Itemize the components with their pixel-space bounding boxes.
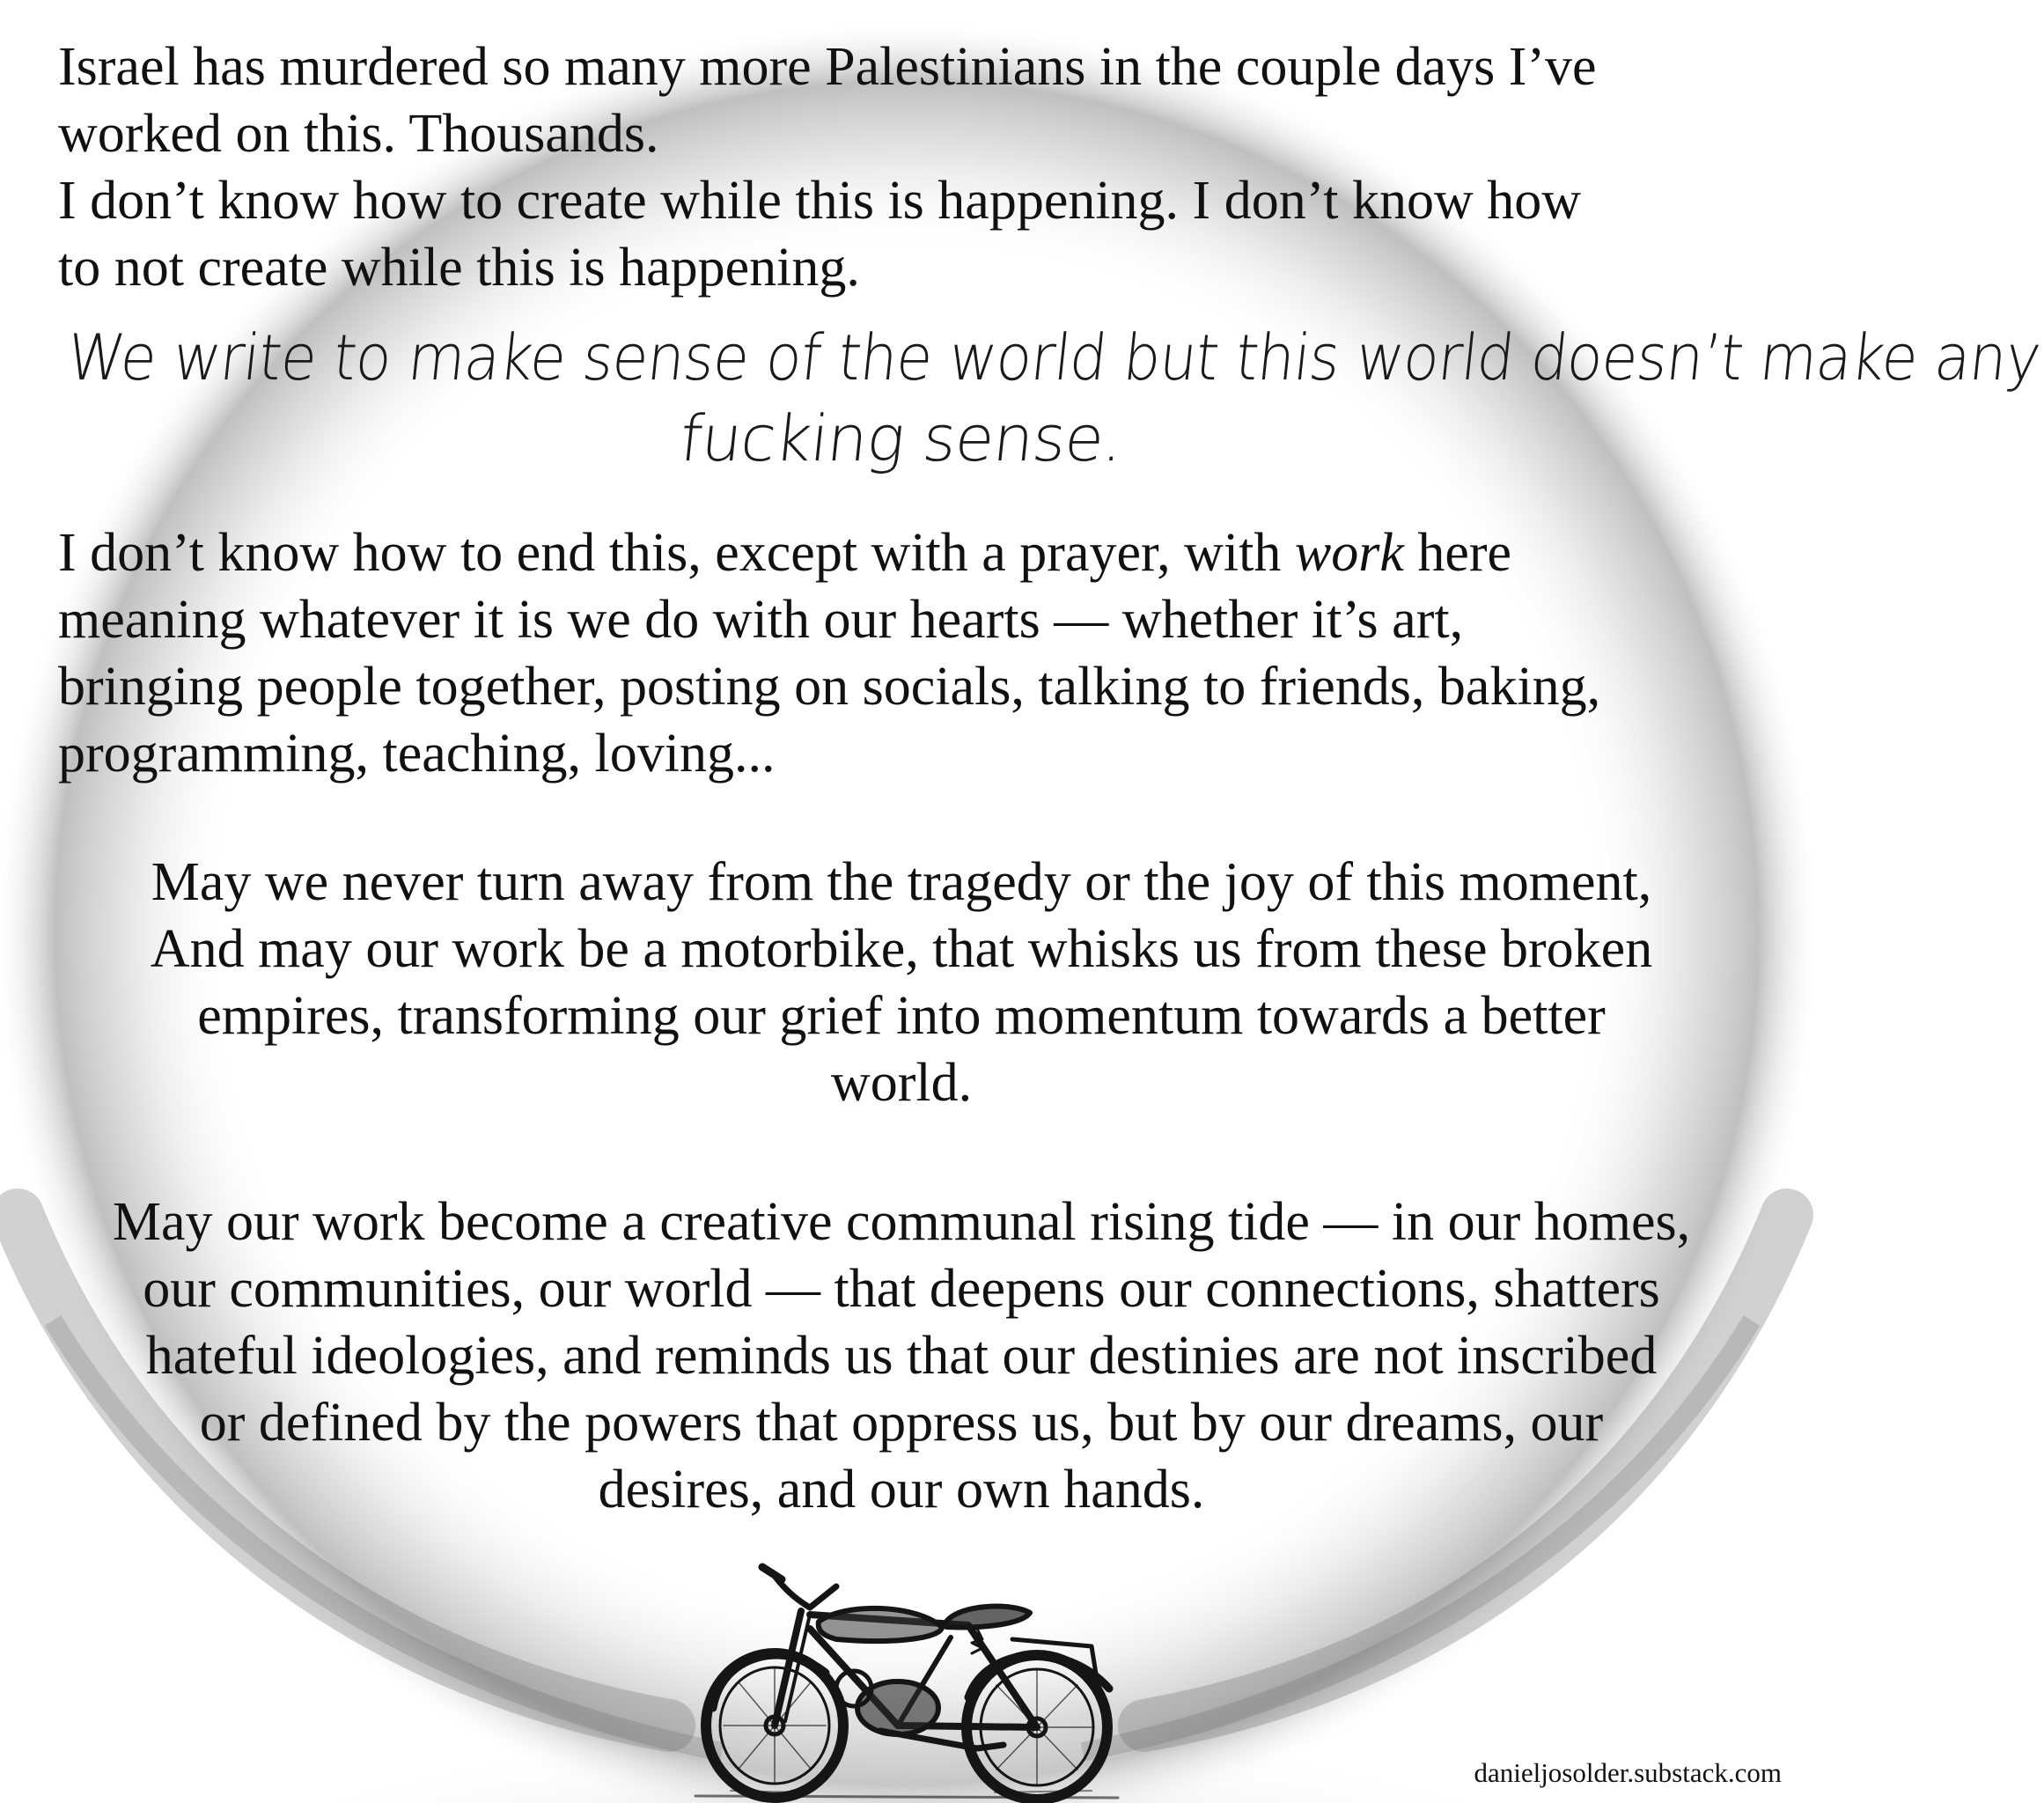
prayer-line: world. [830,1053,973,1113]
motorbike-illustration [678,1541,1136,1803]
intro-line: Israel has murdered so many more Palestinians in the couple days I’ve [58,37,1597,97]
substack-credit: danieljosolder.substack.com [1474,1757,1782,1788]
intro-line: to not create while this is happening. [58,238,860,298]
prayer-line: empires, transforming our grief into momentum towards a better [197,986,1606,1046]
prayer-line: May we never turn away from the tragedy or the joy of this moment, [151,852,1652,912]
closing-line: bringing people together, posting on socials, talking to friends, baking, [58,657,1601,717]
prayer-paragraph-2 [35,1189,1768,1523]
prayer-line: And may our work be a motorbike, that whisks us from these broken [150,919,1653,979]
prayer-line: hateful ideologies, and reminds us that our destinies are not inscribed [145,1326,1658,1386]
emphasis-work: work [1294,523,1404,583]
intro-paragraph [58,33,1757,301]
closing-line [58,519,1757,586]
handwritten-line: We write to make sense of the world but this world doesn’t make any [63,320,2044,394]
intro-line: I don’t know how to create while this is happening. I don’t know how [58,171,1582,231]
closing-text: I don’t know how to end this, except with a prayer, with [58,523,1295,583]
closing-line: programming, teaching, loving... [58,724,776,784]
prayer-line: our communities, our world — that deepens our connections, shatters [143,1259,1660,1319]
closing-line: meaning whatever it is we do with our hearts — whether it’s art, [58,590,1464,650]
prayer-line: desires, and our own hands. [598,1460,1205,1520]
handwritten-line: fucking sense. [676,401,1127,475]
prayer-line: May our work become a creative communal rising tide — in our homes, [112,1192,1691,1252]
closing-text: here [1403,523,1512,583]
prayer-line: or defined by the powers that oppress us, but by our dreams, our [199,1393,1604,1453]
handwritten-quote [53,317,2044,506]
intro-line: worked on this. Thousands. [58,104,659,164]
closing-paragraph [58,519,1757,787]
prayer-paragraph-1 [35,849,1768,1116]
